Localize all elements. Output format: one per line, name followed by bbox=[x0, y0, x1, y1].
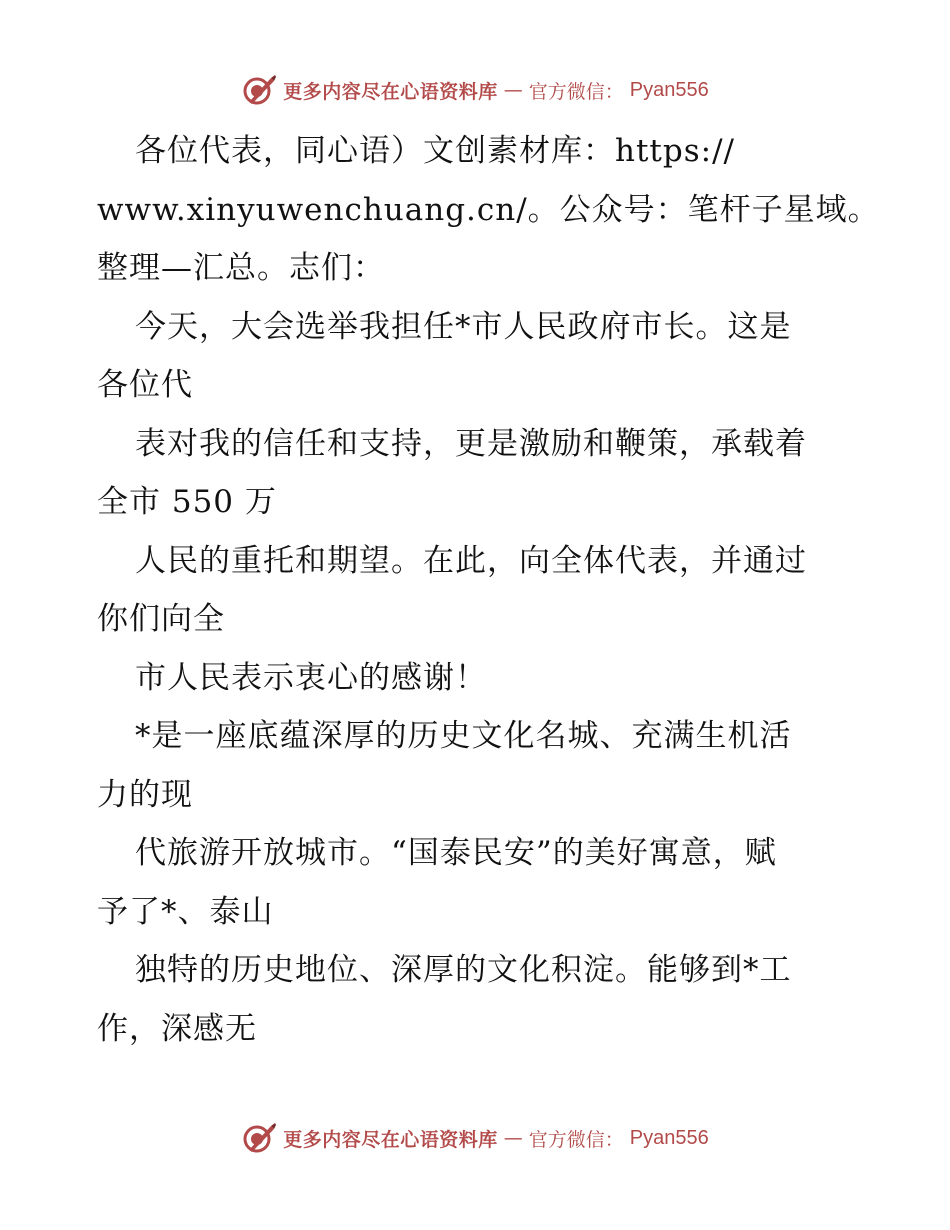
text-line: 独特的历史地位、深厚的文化积淀。能够到*工 bbox=[135, 952, 792, 988]
text-line: *是一座底蕴深厚的历史文化名城、充满生机活 bbox=[135, 718, 792, 754]
pen-logo-icon bbox=[241, 72, 277, 108]
text-line: 代旅游开放城市。“国泰民安”的美好寓意，赋 bbox=[135, 835, 777, 871]
text-line: 今天，大会选举我担任*市人民政府市长。这是 bbox=[135, 308, 792, 345]
footer-wechat-id: Pyan556 bbox=[629, 1126, 709, 1149]
text-line: 作，深感无 bbox=[97, 1010, 257, 1047]
text-line: 全市 550 万 bbox=[97, 484, 277, 520]
header-wechat-id: Pyan556 bbox=[629, 78, 709, 101]
text-line: 整理—汇总。志们： bbox=[97, 250, 385, 286]
text-line: 市人民表示衷心的感谢！ bbox=[135, 659, 487, 696]
text-line: 表对我的信任和支持，更是激励和鞭策，承载着 bbox=[135, 425, 807, 462]
footer-banner bbox=[0, 1118, 950, 1158]
text-line: 各位代 bbox=[97, 367, 193, 403]
pen-logo-icon bbox=[241, 1120, 277, 1156]
header-promo-text: 更多内容尽在心语资料库 bbox=[283, 80, 498, 103]
text-line: 你们向全 bbox=[97, 601, 225, 637]
text-line: 人民的重托和期望。在此，向全体代表，并通过 bbox=[135, 542, 807, 579]
text-line: 予了*、泰山 bbox=[97, 893, 274, 930]
header-wechat-label: 官方微信： bbox=[528, 80, 624, 103]
header-dash: — bbox=[503, 79, 523, 101]
footer-dash: — bbox=[503, 1127, 523, 1149]
text-line: 力的现 bbox=[97, 776, 193, 813]
body-text bbox=[97, 122, 880, 1058]
footer-wechat-label: 官方微信： bbox=[528, 1128, 624, 1151]
text-line: 各位代表，同心语）文创素材库：https:// bbox=[135, 133, 735, 169]
footer-promo-text: 更多内容尽在心语资料库 bbox=[283, 1128, 498, 1151]
text-line: www.xinyuwenchuang.cn/。公众号：笔杆子星域。 bbox=[97, 191, 880, 228]
header-banner bbox=[0, 70, 950, 110]
